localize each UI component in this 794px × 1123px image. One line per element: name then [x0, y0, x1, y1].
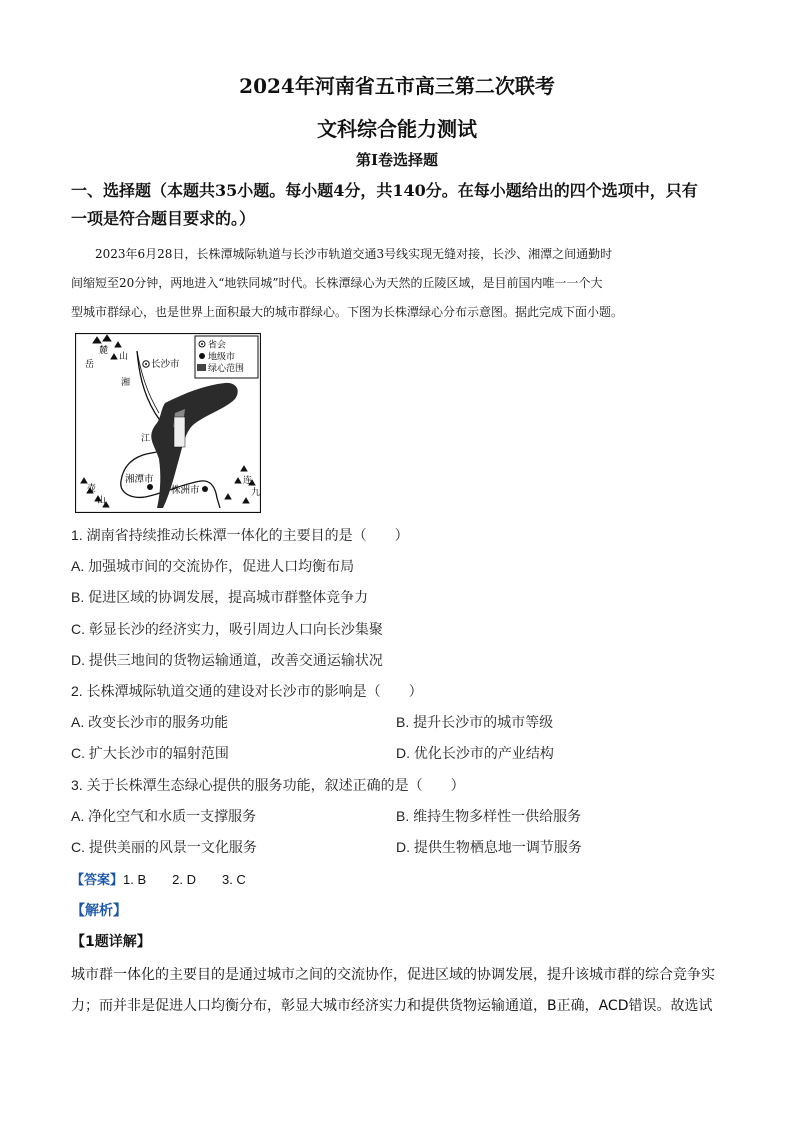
answer-values: 1. B 2. D 3. C	[123, 872, 246, 887]
section-heading: 第Ⅰ卷选择题	[355, 151, 439, 169]
question-1-option-a: A. 加强城市间的交流协作，促进人口均衡布局	[71, 558, 355, 574]
question-1-option-c: C. 彰显长沙的经济实力，吸引周边人口向长沙集聚	[71, 621, 383, 637]
question-3-option-b: B. 维持生物多样性一供给服务	[396, 808, 582, 824]
detail-heading: 【1题详解】	[71, 934, 151, 950]
passage-line-3: 型城市群绿心，也是世界上面积最大的城市群绿心。下图为长株潭绿心分布示意图。据此完成下面小题。	[71, 305, 624, 319]
question-2-option-c: C. 扩大长沙市的辐射范围	[71, 745, 229, 761]
question-2-option-d: D. 优化长沙市的产业结构	[396, 745, 554, 761]
question-3-option-d: D. 提供生物栖息地一调节服务	[396, 839, 582, 855]
question-3-option-c: C. 提供美丽的风景一文化服务	[71, 839, 257, 855]
label-zhuzhou: 株洲市	[171, 485, 200, 496]
question-2-stem: 2. 长株潭城际轨道交通的建设对长沙市的影响是（ ）	[71, 683, 423, 699]
question-1-option-d: D. 提供三地间的货物运输通道，改善交通运输状况	[71, 652, 383, 668]
city-symbol-icon	[199, 353, 205, 359]
passage-line-1: 2023年6月28日，长株潭城际轨道与长沙市轨道交通3号线实现无缝对接，长沙、湘潭之间通勤时	[95, 247, 613, 261]
legend-green-heart: 绿心范围	[208, 364, 245, 374]
question-3-option-a: A. 净化空气和水质一支撑服务	[71, 808, 257, 824]
label-jiang: 江	[141, 434, 151, 444]
question-1-option-b: B. 促进区域的协调发展，提高城市群整体竞争力	[71, 589, 369, 605]
legend-city: 地级市	[208, 352, 236, 363]
legend-capital: 省会	[208, 340, 227, 351]
label-lian: 连	[243, 476, 253, 486]
passage-line-2: 间缩短至20分钟，两地进入“地铁同城”时代。长株潭绿心为天然的丘陵区域，是目前国内唯一一个大	[71, 276, 603, 290]
detail-text	[71, 960, 723, 1022]
instructions	[71, 177, 731, 233]
label-jiu: 九	[251, 488, 261, 498]
question-2-option-a: A. 改变长沙市的服务功能	[71, 714, 229, 730]
question-1-stem: 1. 湖南省持续推动长株潭一体化的主要目的是（ ）	[71, 527, 409, 543]
label-xiang: 湘	[121, 378, 131, 388]
detail-line-1: 城市群一体化的主要目的是通过城市之间的交流协作，促进区域的协调发展，提升该城市群的综合竞争实	[71, 967, 715, 983]
label-shan-1: 山	[119, 352, 129, 362]
exam-subtitle: 文科综合能力测试	[317, 117, 477, 141]
label-changsha: 长沙市	[151, 359, 180, 370]
label-xiangtan: 湘潭市	[125, 474, 154, 485]
detail-line-2: 力；而并非是促进人口均衡分布，彰显大城市经济实力和提供货物运输通道，B正确，ACD错误。故选试	[71, 998, 713, 1014]
label-lu: 麓	[99, 346, 109, 356]
instructions-line-2: 一项是符合题目要求的。）	[71, 209, 256, 228]
instructions-line-1: 一、选择题（本题共35小题。每小题4分，共140分。在每小题给出的四个选项中，只有	[71, 181, 698, 200]
question-2-option-b: B. 提升长沙市的城市等级	[396, 714, 554, 730]
green-heart-map	[75, 333, 261, 513]
label-yue: 岳	[85, 360, 95, 370]
question-3-stem: 3. 关于长株潭生态绿心提供的服务功能，叙述正确的是（ ）	[71, 777, 465, 793]
exam-title: 2024年河南省五市高三第二次联考	[239, 74, 555, 98]
answer-tag: 【答案】	[71, 873, 124, 888]
answer-row	[71, 869, 246, 888]
passage	[71, 240, 731, 327]
green-heart-swatch-icon	[197, 364, 206, 371]
label-shan-2: 山	[97, 496, 107, 506]
analysis-tag: 【解析】	[71, 903, 127, 919]
zhuzhou-marker-icon	[202, 486, 208, 492]
label-hu: 壶	[87, 484, 97, 494]
